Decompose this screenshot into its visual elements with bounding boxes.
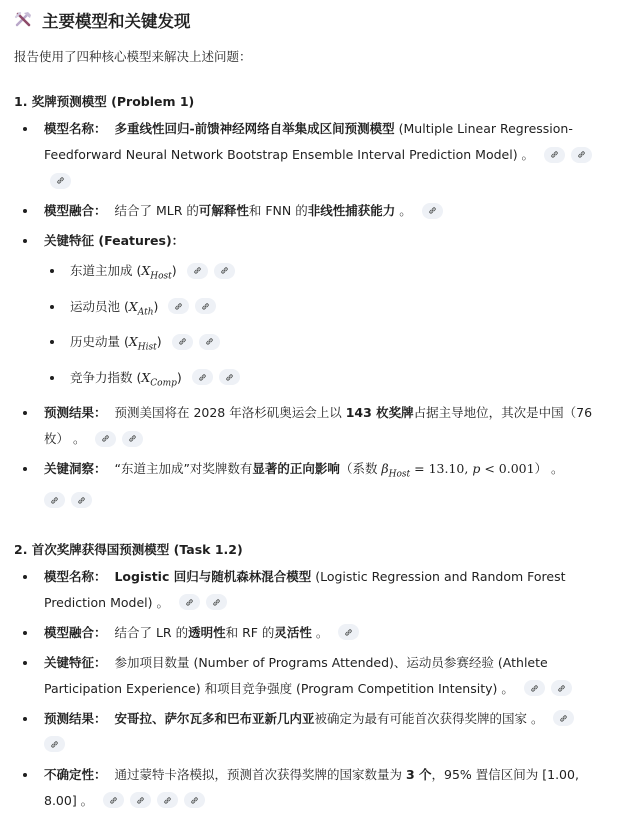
list-item bbox=[14, 400, 614, 452]
paren: ) bbox=[156, 334, 162, 349]
item-label: 模型融合： bbox=[44, 624, 107, 640]
source-link-button[interactable] bbox=[103, 792, 124, 808]
item-label: 关键特征 (Features)： bbox=[44, 233, 185, 248]
item-label: 预测结果： bbox=[44, 405, 107, 420]
feature-item bbox=[44, 329, 614, 361]
source-link-button[interactable] bbox=[214, 263, 235, 279]
source-link-button[interactable] bbox=[206, 594, 227, 610]
item-text: 预测美国将在 2028 年洛杉矶奥运会上以 bbox=[114, 405, 346, 420]
feature-name: 竞争力指数 ( bbox=[70, 369, 142, 385]
link-icon bbox=[50, 740, 59, 749]
item-text: 。 bbox=[311, 624, 329, 640]
list-item bbox=[14, 762, 614, 814]
source-link-button[interactable] bbox=[95, 431, 116, 447]
highlight: 143 枚奖牌 bbox=[345, 405, 414, 420]
feature-item bbox=[44, 365, 614, 397]
item-text: 结合了 LR 的 bbox=[114, 624, 189, 640]
link-icon bbox=[225, 373, 234, 382]
math-var: X bbox=[141, 369, 151, 385]
source-link-button[interactable] bbox=[422, 203, 443, 219]
link-icon bbox=[557, 684, 566, 693]
list-item bbox=[14, 620, 614, 646]
source-link-button[interactable] bbox=[199, 334, 220, 350]
math-value: = 13.10, bbox=[410, 461, 473, 476]
link-icon bbox=[178, 337, 187, 346]
feature-name: 运动员池 ( bbox=[70, 298, 129, 314]
item-text: 参加项目数量 (Number of Programs Attended)、运动员参赛经验 (Athlete Participation Experience) 和项目竞争强度 (Program Competition Intensity) 。 bbox=[44, 654, 548, 696]
source-link-button[interactable] bbox=[172, 334, 193, 350]
highlight: 3 个 bbox=[405, 766, 432, 782]
section-1-list bbox=[14, 116, 622, 514]
link-icon bbox=[128, 434, 137, 443]
link-icon bbox=[136, 796, 145, 805]
item-text: 占据主导地位，其次是中国（76 枚） 。 bbox=[44, 405, 593, 446]
list-item bbox=[14, 228, 614, 396]
highlight: 安哥拉、萨尔瓦多和巴布亚新几内亚 bbox=[114, 710, 315, 726]
hammer-wrench-icon bbox=[14, 10, 34, 30]
source-link-button[interactable] bbox=[44, 492, 65, 508]
source-link-button[interactable] bbox=[50, 173, 71, 189]
highlight: 可解释性 bbox=[198, 203, 249, 218]
link-icon bbox=[205, 337, 214, 346]
link-icon bbox=[559, 714, 568, 723]
source-link-button[interactable] bbox=[192, 369, 213, 385]
math-var: β bbox=[381, 461, 389, 476]
item-text: 被确定为最有可能首次获得奖牌的国家 。 bbox=[314, 710, 544, 726]
link-icon bbox=[550, 150, 559, 159]
link-icon bbox=[56, 176, 65, 185]
link-icon bbox=[77, 496, 86, 505]
link-icon bbox=[577, 150, 586, 159]
paren: ) bbox=[171, 263, 177, 278]
item-label: 模型融合： bbox=[44, 203, 107, 218]
model-name: 多重线性回归-前馈神经网络自举集成区间预测模型 bbox=[114, 121, 395, 136]
paren: ) bbox=[176, 369, 182, 385]
math-sub: Comp bbox=[150, 378, 177, 388]
item-text: 和 FNN 的 bbox=[248, 203, 308, 218]
source-link-button[interactable] bbox=[130, 792, 151, 808]
source-link-button[interactable] bbox=[338, 624, 359, 640]
link-icon bbox=[220, 266, 229, 275]
link-icon bbox=[201, 302, 210, 311]
math-var: X bbox=[128, 334, 138, 349]
section-heading: 2. 首次奖牌获得国预测模型 (Task 1.2) bbox=[14, 541, 243, 557]
highlight: 非线性捕获能力 bbox=[307, 203, 396, 218]
item-label: 模型名称： bbox=[44, 568, 107, 584]
list-item bbox=[14, 650, 614, 702]
source-link-button[interactable] bbox=[184, 792, 205, 808]
link-icon bbox=[101, 434, 110, 443]
item-label: 关键洞察： bbox=[44, 461, 107, 476]
paren: ) bbox=[153, 298, 159, 314]
feature-name: 东道主加成 ( bbox=[70, 263, 142, 278]
source-link-button[interactable] bbox=[544, 147, 565, 163]
link-icon bbox=[198, 373, 207, 382]
link-icon bbox=[212, 598, 221, 607]
item-text: (Logistic Regression and Random Forest Prediction Model) 。 bbox=[44, 568, 566, 610]
section-heading: 1. 奖牌预测模型 (Problem 1) bbox=[14, 94, 195, 109]
highlight: 显著的正向影响 bbox=[252, 461, 340, 476]
page-title-text: 主要模型和关键发现 bbox=[42, 12, 191, 31]
math-value: < 0.001 bbox=[480, 461, 535, 476]
feature-item bbox=[44, 294, 614, 326]
link-icon bbox=[163, 796, 172, 805]
item-text: ） 。 bbox=[534, 461, 564, 476]
item-text: “东道主加成”对奖牌数有 bbox=[114, 461, 253, 476]
item-text: （系数 bbox=[339, 461, 382, 476]
source-link-button[interactable] bbox=[157, 792, 178, 808]
source-link-button[interactable] bbox=[553, 710, 574, 726]
source-link-button[interactable] bbox=[179, 594, 200, 610]
source-link-button[interactable] bbox=[551, 680, 572, 696]
list-item bbox=[14, 116, 614, 194]
math-sub: Host bbox=[388, 469, 411, 480]
source-link-button[interactable] bbox=[195, 298, 216, 314]
item-label: 模型名称： bbox=[44, 121, 107, 136]
link-icon bbox=[428, 206, 437, 215]
link-icon bbox=[530, 684, 539, 693]
item-text: ，95% 置信区间为 [1.00, 8.00] 。 bbox=[44, 766, 579, 808]
link-icon bbox=[185, 598, 194, 607]
math-sub: Hist bbox=[137, 342, 157, 353]
source-link-button[interactable] bbox=[71, 492, 92, 508]
item-label: 不确定性： bbox=[44, 766, 107, 782]
feature-item bbox=[44, 258, 614, 290]
item-text: (Multiple Linear Regression-Feedforward Neural Network Bootstrap Ensemble Interval Prediction Model) 。 bbox=[44, 121, 573, 162]
math-var: X bbox=[141, 263, 151, 278]
highlight: 透明性 bbox=[188, 624, 226, 640]
math-expression bbox=[381, 461, 535, 480]
math-var: p bbox=[472, 461, 481, 476]
source-link-button[interactable] bbox=[219, 369, 240, 385]
item-label: 关键特征： bbox=[44, 654, 107, 670]
highlight: 灵活性 bbox=[274, 624, 312, 640]
source-link-button[interactable] bbox=[524, 680, 545, 696]
link-icon bbox=[190, 796, 199, 805]
intro-text: 报告使用了四种核心模型来解决上述问题： bbox=[14, 49, 252, 64]
list-item bbox=[14, 564, 614, 616]
features-list bbox=[44, 258, 614, 396]
list-item bbox=[14, 706, 614, 758]
link-icon bbox=[109, 796, 118, 805]
link-icon bbox=[50, 496, 59, 505]
source-link-button[interactable] bbox=[122, 431, 143, 447]
link-icon bbox=[193, 266, 202, 275]
source-link-button[interactable] bbox=[168, 298, 189, 314]
item-text: 结合了 MLR 的 bbox=[114, 203, 199, 218]
link-icon bbox=[174, 302, 183, 311]
math-sub: Host bbox=[150, 271, 172, 282]
item-label: 预测结果： bbox=[44, 710, 107, 726]
list-item bbox=[14, 198, 614, 224]
item-text: 。 bbox=[395, 203, 412, 218]
math-sub: Ath bbox=[137, 307, 154, 317]
section-2-list bbox=[14, 564, 622, 814]
item-text: 通过蒙特卡洛模拟，预测首次获得奖牌的国家数量为 bbox=[114, 766, 406, 782]
source-link-button[interactable] bbox=[187, 263, 208, 279]
page-title bbox=[14, 6, 622, 34]
item-text: 和 RF 的 bbox=[225, 624, 275, 640]
list-item bbox=[14, 456, 614, 514]
math-var: X bbox=[128, 298, 138, 314]
feature-name: 历史动量 ( bbox=[70, 334, 129, 349]
model-name: Logistic 回归与随机森林混合模型 bbox=[114, 568, 312, 584]
link-icon bbox=[344, 628, 353, 637]
source-link-button[interactable] bbox=[571, 147, 592, 163]
source-link-button[interactable] bbox=[44, 736, 65, 752]
